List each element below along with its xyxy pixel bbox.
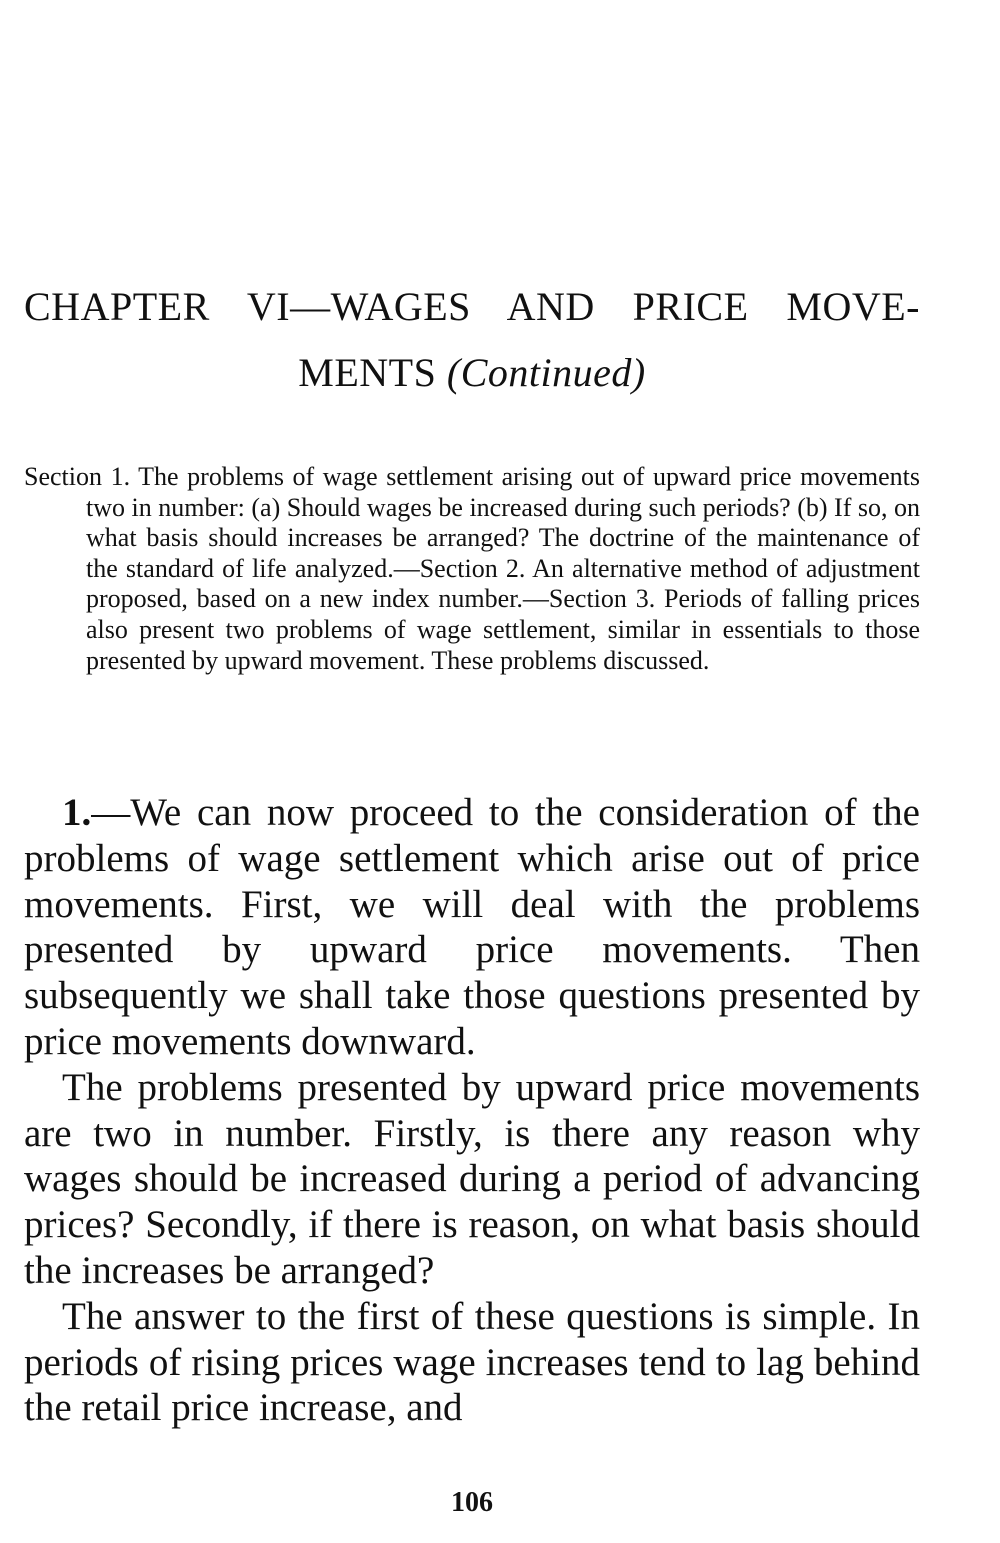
paragraph-1-number: 1. xyxy=(62,791,92,834)
paragraph-1-text: —We can now proceed to the consideration of the problems of wage settlement which arise out of price movements. First, we will deal with the problems presented by upward price movements. Then subsequently we shall take those questions presented by price movements downward. xyxy=(24,791,920,1063)
paragraph-2: The problems presented by upward price movements are two in number. Firstly, is there any reason why wages should be increased during a period of advancing prices? Secondly, if there is reason, on what basis should the increases be arranged? xyxy=(24,1065,920,1292)
chapter-title-main: MENTS xyxy=(298,350,447,395)
page-number: 106 xyxy=(451,1487,493,1518)
chapter-title-continued: (Continued) xyxy=(446,350,646,395)
chapter-title-line-2 xyxy=(24,340,920,406)
chapter-title-line-1: CHAPTER VI—WAGES AND PRICE MOVE- xyxy=(24,284,920,329)
book-page xyxy=(24,0,920,1543)
chapter-heading xyxy=(24,274,920,406)
chapter-summary: Section 1. The problems of wage settlement arising out of upward price movements two in number: (a) Should wages be increased during such periods? (b) If so, on what basis should increases be arranged? The doctrine of the maintenance of the standard of life analyzed.—Section 2. An alternative method of adjustment proposed, based on a new index number.—Section 3. Periods of falling prices also present two problems of wage settlement, similar in essentials to those presented by upward movement. These problems discussed. xyxy=(24,462,920,675)
paragraph-1 xyxy=(24,790,920,1065)
body-text xyxy=(24,790,920,1431)
paragraph-3: The answer to the first of these questions is simple. In periods of rising prices wage increases tend to lag behind the retail price increase, and xyxy=(24,1294,920,1430)
